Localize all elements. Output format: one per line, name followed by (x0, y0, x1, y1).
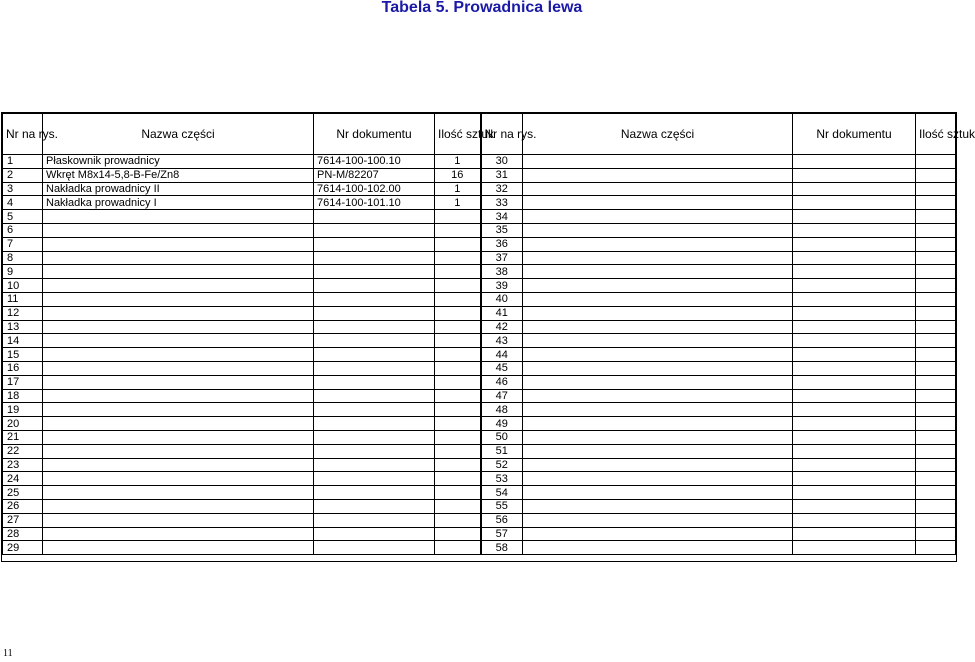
cell-doc-right (793, 499, 916, 513)
cell-nr-right: 46 (481, 375, 523, 389)
cell-nr-left: 10 (3, 279, 43, 293)
cell-qty-right (916, 389, 956, 403)
cell-name-right (523, 417, 793, 431)
cell-qty-left (435, 389, 481, 403)
cell-doc-right (793, 513, 916, 527)
table-row (3, 472, 956, 486)
cell-name-right (523, 348, 793, 362)
cell-nr-left: 5 (3, 210, 43, 224)
table-row (3, 389, 956, 403)
cell-name-right (523, 444, 793, 458)
cell-nr-left: 12 (3, 306, 43, 320)
cell-nr-right: 52 (481, 458, 523, 472)
cell-nr-right: 30 (481, 155, 523, 169)
cell-name-left (43, 499, 314, 513)
cell-nr-left: 29 (3, 541, 43, 555)
cell-qty-left (435, 375, 481, 389)
page-title: Tabela 5. Prowadnica lewa (381, 0, 583, 16)
cell-nr-left: 4 (3, 196, 43, 210)
cell-name-left (43, 430, 314, 444)
cell-qty-left (435, 458, 481, 472)
cell-qty-left (435, 417, 481, 431)
cell-name-right (523, 279, 793, 293)
cell-doc-right (793, 292, 916, 306)
cell-qty-right (916, 320, 956, 334)
cell-name-left: Nakładka prowadnicy I (43, 196, 314, 210)
cell-qty-left (435, 361, 481, 375)
cell-name-right (523, 527, 793, 541)
cell-qty-left (435, 279, 481, 293)
cell-qty-right (916, 527, 956, 541)
header-nr-left: Nr na rys. (3, 114, 43, 155)
cell-nr-left: 15 (3, 348, 43, 362)
table-row (3, 265, 956, 279)
cell-qty-right (916, 403, 956, 417)
cell-doc-right (793, 182, 916, 196)
cell-doc-right (793, 251, 916, 265)
cell-qty-left (435, 348, 481, 362)
table-row (3, 210, 956, 224)
cell-nr-left: 25 (3, 486, 43, 500)
cell-qty-left (435, 251, 481, 265)
cell-qty-left (435, 430, 481, 444)
cell-name-left (43, 210, 314, 224)
cell-nr-left: 7 (3, 237, 43, 251)
cell-name-left (43, 279, 314, 293)
cell-nr-left: 11 (3, 292, 43, 306)
cell-doc-left (314, 444, 435, 458)
cell-nr-left: 22 (3, 444, 43, 458)
cell-doc-left (314, 320, 435, 334)
header-doc-right: Nr dokumentu (793, 114, 916, 155)
cell-name-left (43, 223, 314, 237)
cell-name-left (43, 237, 314, 251)
cell-nr-right: 55 (481, 499, 523, 513)
cell-nr-right: 43 (481, 334, 523, 348)
table-row (3, 513, 956, 527)
cell-doc-left (314, 251, 435, 265)
cell-nr-left: 13 (3, 320, 43, 334)
cell-doc-left (314, 430, 435, 444)
cell-doc-left: PN-M/82207 (314, 168, 435, 182)
cell-qty-left (435, 499, 481, 513)
cell-nr-right: 57 (481, 527, 523, 541)
cell-nr-right: 32 (481, 182, 523, 196)
table-row (3, 237, 956, 251)
cell-nr-left: 21 (3, 430, 43, 444)
header-qty-left: Ilość sztuk (435, 114, 481, 155)
cell-name-right (523, 499, 793, 513)
cell-name-right (523, 265, 793, 279)
cell-qty-right (916, 375, 956, 389)
cell-qty-left (435, 472, 481, 486)
table-row (3, 527, 956, 541)
cell-name-left (43, 320, 314, 334)
cell-doc-left (314, 541, 435, 555)
cell-qty-left (435, 223, 481, 237)
cell-name-left (43, 251, 314, 265)
cell-qty-left (435, 541, 481, 555)
header-doc-left: Nr dokumentu (314, 114, 435, 155)
cell-nr-right: 36 (481, 237, 523, 251)
table-row (3, 458, 956, 472)
cell-qty-left (435, 527, 481, 541)
cell-name-right (523, 430, 793, 444)
cell-doc-left (314, 265, 435, 279)
cell-qty-right (916, 334, 956, 348)
table-body (3, 155, 956, 555)
cell-doc-right (793, 430, 916, 444)
cell-name-right (523, 389, 793, 403)
table-row (3, 541, 956, 555)
cell-qty-right (916, 472, 956, 486)
cell-doc-left (314, 389, 435, 403)
table-row (3, 223, 956, 237)
cell-doc-right (793, 417, 916, 431)
cell-nr-right: 54 (481, 486, 523, 500)
cell-doc-right (793, 279, 916, 293)
cell-name-left (43, 389, 314, 403)
cell-doc-left (314, 472, 435, 486)
cell-name-left: Nakładka prowadnicy II (43, 182, 314, 196)
table-row (3, 334, 956, 348)
cell-name-right (523, 196, 793, 210)
cell-doc-right (793, 389, 916, 403)
cell-name-right (523, 182, 793, 196)
cell-name-left (43, 334, 314, 348)
cell-nr-left: 9 (3, 265, 43, 279)
cell-doc-left (314, 279, 435, 293)
cell-nr-right: 39 (481, 279, 523, 293)
cell-name-left: Płaskownik prowadnicy (43, 155, 314, 169)
cell-qty-right (916, 292, 956, 306)
cell-name-right (523, 361, 793, 375)
cell-qty-left (435, 306, 481, 320)
cell-name-right (523, 251, 793, 265)
header-name-right: Nazwa części (523, 114, 793, 155)
cell-qty-right (916, 444, 956, 458)
cell-name-left (43, 541, 314, 555)
cell-name-left (43, 375, 314, 389)
cell-qty-left (435, 513, 481, 527)
table-row (3, 155, 956, 169)
cell-qty-right (916, 458, 956, 472)
cell-doc-left (314, 403, 435, 417)
cell-name-right (523, 472, 793, 486)
cell-nr-left: 20 (3, 417, 43, 431)
page-number: 11 (3, 648, 13, 659)
cell-name-left (43, 527, 314, 541)
cell-name-left (43, 292, 314, 306)
cell-qty-right (916, 361, 956, 375)
cell-nr-left: 6 (3, 223, 43, 237)
cell-nr-left: 18 (3, 389, 43, 403)
cell-name-left (43, 472, 314, 486)
table-row (3, 306, 956, 320)
cell-doc-left (314, 306, 435, 320)
cell-name-right (523, 155, 793, 169)
cell-nr-right: 51 (481, 444, 523, 458)
cell-nr-right: 53 (481, 472, 523, 486)
cell-qty-left (435, 334, 481, 348)
cell-qty-left (435, 320, 481, 334)
cell-name-left (43, 486, 314, 500)
cell-doc-left (314, 486, 435, 500)
cell-nr-right: 50 (481, 430, 523, 444)
cell-qty-right (916, 182, 956, 196)
cell-nr-left: 17 (3, 375, 43, 389)
cell-qty-right (916, 541, 956, 555)
table-row (3, 320, 956, 334)
cell-doc-right (793, 361, 916, 375)
cell-doc-left (314, 237, 435, 251)
cell-nr-left: 16 (3, 361, 43, 375)
table-row (3, 348, 956, 362)
cell-qty-right (916, 155, 956, 169)
cell-doc-left (314, 348, 435, 362)
cell-doc-left (314, 458, 435, 472)
table-row (3, 486, 956, 500)
table-row (3, 417, 956, 431)
cell-nr-left: 2 (3, 168, 43, 182)
cell-nr-left: 19 (3, 403, 43, 417)
cell-doc-right (793, 486, 916, 500)
cell-nr-right: 44 (481, 348, 523, 362)
cell-name-right (523, 168, 793, 182)
table-row (3, 168, 956, 182)
cell-doc-right (793, 265, 916, 279)
cell-nr-left: 1 (3, 155, 43, 169)
cell-nr-right: 38 (481, 265, 523, 279)
table-row (3, 251, 956, 265)
cell-doc-left: 7614-100-100.10 (314, 155, 435, 169)
cell-qty-right (916, 348, 956, 362)
cell-qty-left: 1 (435, 155, 481, 169)
header-nr-right: Nr na rys. (481, 114, 523, 155)
cell-nr-right: 37 (481, 251, 523, 265)
cell-doc-right (793, 472, 916, 486)
cell-doc-right (793, 458, 916, 472)
cell-name-left (43, 403, 314, 417)
cell-doc-left (314, 417, 435, 431)
cell-nr-right: 31 (481, 168, 523, 182)
cell-doc-right (793, 375, 916, 389)
cell-qty-left (435, 486, 481, 500)
cell-doc-left (314, 375, 435, 389)
cell-nr-right: 45 (481, 361, 523, 375)
cell-name-left (43, 306, 314, 320)
cell-qty-right (916, 279, 956, 293)
cell-doc-right (793, 403, 916, 417)
cell-qty-right (916, 168, 956, 182)
table-row (3, 403, 956, 417)
cell-qty-right (916, 210, 956, 224)
cell-name-left (43, 348, 314, 362)
cell-name-right (523, 541, 793, 555)
cell-qty-right (916, 306, 956, 320)
cell-doc-right (793, 541, 916, 555)
cell-doc-right (793, 155, 916, 169)
cell-name-right (523, 292, 793, 306)
cell-doc-left (314, 210, 435, 224)
cell-name-left (43, 513, 314, 527)
cell-qty-right (916, 223, 956, 237)
cell-doc-right (793, 306, 916, 320)
cell-qty-right (916, 196, 956, 210)
cell-qty-left (435, 292, 481, 306)
header-name-left: Nazwa części (43, 114, 314, 155)
table-row (3, 444, 956, 458)
cell-nr-right: 42 (481, 320, 523, 334)
cell-qty-left (435, 210, 481, 224)
cell-qty-left (435, 403, 481, 417)
table-row (3, 361, 956, 375)
cell-qty-right (916, 237, 956, 251)
table-row (3, 279, 956, 293)
cell-qty-right (916, 417, 956, 431)
cell-nr-right: 40 (481, 292, 523, 306)
cell-nr-left: 26 (3, 499, 43, 513)
cell-qty-left (435, 237, 481, 251)
cell-nr-right: 47 (481, 389, 523, 403)
cell-qty-left (435, 444, 481, 458)
cell-name-right (523, 223, 793, 237)
cell-doc-left (314, 292, 435, 306)
cell-nr-right: 33 (481, 196, 523, 210)
cell-doc-right (793, 196, 916, 210)
cell-qty-left: 1 (435, 182, 481, 196)
cell-name-right (523, 458, 793, 472)
cell-doc-left (314, 499, 435, 513)
cell-doc-right (793, 320, 916, 334)
cell-name-left: Wkręt M8x14-5,8-B-Fe/Zn8 (43, 168, 314, 182)
cell-qty-right (916, 251, 956, 265)
cell-nr-right: 58 (481, 541, 523, 555)
parts-table (2, 113, 975, 555)
cell-qty-right (916, 430, 956, 444)
cell-nr-left: 28 (3, 527, 43, 541)
cell-nr-left: 14 (3, 334, 43, 348)
cell-qty-right (916, 513, 956, 527)
table-row (3, 375, 956, 389)
cell-nr-right: 56 (481, 513, 523, 527)
cell-name-left (43, 361, 314, 375)
cell-nr-left: 3 (3, 182, 43, 196)
cell-qty-right (916, 499, 956, 513)
cell-qty-right (916, 265, 956, 279)
cell-doc-left (314, 513, 435, 527)
cell-nr-left: 24 (3, 472, 43, 486)
cell-nr-right: 48 (481, 403, 523, 417)
cell-nr-right: 34 (481, 210, 523, 224)
table-row (3, 499, 956, 513)
table-header-row (3, 114, 956, 155)
table-row (3, 292, 956, 306)
cell-doc-right (793, 444, 916, 458)
cell-qty-left (435, 265, 481, 279)
cell-doc-left (314, 361, 435, 375)
cell-name-left (43, 265, 314, 279)
cell-nr-right: 35 (481, 223, 523, 237)
table-row (3, 196, 956, 210)
cell-name-right (523, 375, 793, 389)
cell-qty-left: 16 (435, 168, 481, 182)
cell-doc-left (314, 223, 435, 237)
cell-name-right (523, 306, 793, 320)
cell-qty-left: 1 (435, 196, 481, 210)
cell-doc-right (793, 348, 916, 362)
cell-name-left (43, 458, 314, 472)
table-row (3, 430, 956, 444)
cell-doc-right (793, 168, 916, 182)
cell-nr-right: 41 (481, 306, 523, 320)
cell-qty-right (916, 486, 956, 500)
cell-doc-left (314, 334, 435, 348)
cell-doc-right (793, 334, 916, 348)
cell-name-right (523, 210, 793, 224)
cell-doc-left (314, 527, 435, 541)
cell-name-right (523, 334, 793, 348)
cell-name-right (523, 403, 793, 417)
cell-doc-left: 7614-100-101.10 (314, 196, 435, 210)
cell-doc-right (793, 237, 916, 251)
cell-name-right (523, 513, 793, 527)
header-qty-right: Ilość sztuk (916, 114, 956, 155)
cell-name-right (523, 486, 793, 500)
cell-nr-left: 8 (3, 251, 43, 265)
cell-name-left (43, 417, 314, 431)
cell-doc-right (793, 210, 916, 224)
cell-name-right (523, 237, 793, 251)
cell-name-right (523, 320, 793, 334)
cell-nr-left: 23 (3, 458, 43, 472)
cell-nr-left: 27 (3, 513, 43, 527)
cell-nr-right: 49 (481, 417, 523, 431)
table-row (3, 182, 956, 196)
cell-doc-left: 7614-100-102.00 (314, 182, 435, 196)
cell-doc-right (793, 223, 916, 237)
parts-table-frame (1, 112, 975, 562)
cell-doc-right (793, 527, 916, 541)
cell-name-left (43, 444, 314, 458)
